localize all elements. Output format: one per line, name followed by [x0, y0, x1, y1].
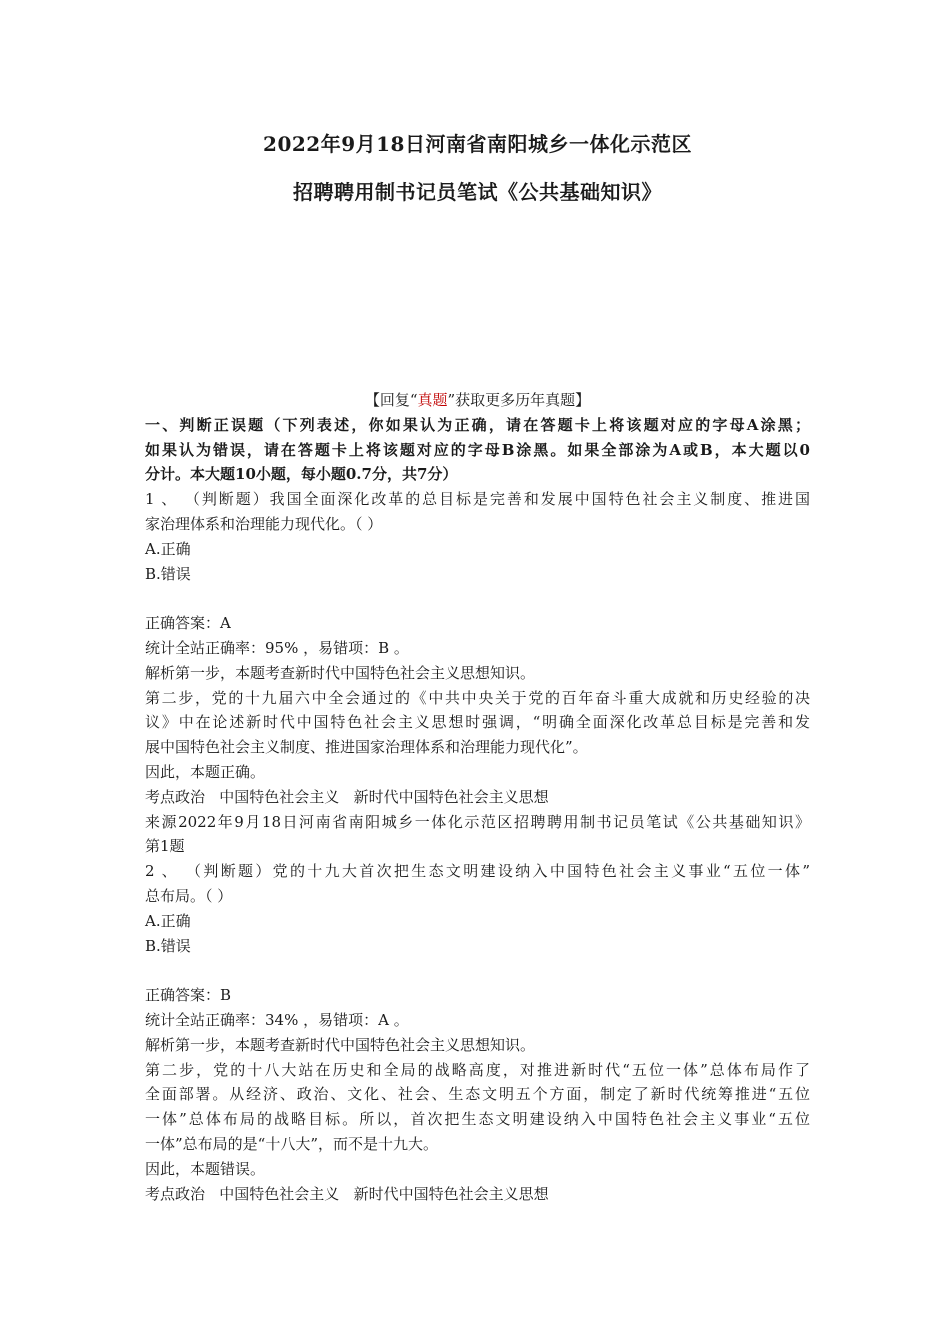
q1-topic: 考点政治 中国特色社会主义 新时代中国特色社会主义思想 — [145, 787, 549, 806]
question-2 — [145, 859, 810, 1206]
blank-line — [145, 958, 810, 983]
q1-answer: 正确答案：A — [145, 614, 231, 633]
q2-conclusion: 因此，本题错误。 — [145, 1159, 266, 1178]
q2-analysis-step2-line2: 全面部署。从经济、政治、文化、社会、生态文明五个方面，制定了新时代统筹推进“五位 — [145, 1085, 810, 1104]
q1-analysis-step2-line1: 第二步，党的十九届六中全会通过的《中共中央关于党的百年奋斗重大成就和历史经验的决 — [145, 688, 810, 707]
q1-source-line1: 来源2022年9月18日河南省南阳城乡一体化示范区招聘聘用制书记员笔试《公共基础知识》 — [145, 812, 810, 831]
q2-analysis-step2-line3: 一体”总体布局的战略目标。所以，首次把生态文明建设纳入中国特色社会主义事业“五位 — [145, 1110, 810, 1129]
q2-analysis-step1: 解析第一步，本题考查新时代中国特色社会主义思想知识。 — [145, 1035, 536, 1054]
blank-line — [145, 586, 810, 611]
document-body — [145, 388, 810, 1206]
q2-topic: 考点政治 中国特色社会主义 新时代中国特色社会主义思想 — [145, 1184, 549, 1203]
q2-option-b: B.错误 — [145, 936, 191, 955]
q1-analysis-step2-line2: 议》中在论述新时代中国特色社会主义思想时强调，“明确全面深化改革总目标是完善和发 — [145, 713, 810, 732]
section-heading-line2: 如果认为错误，请在答题卡上将该题对应的字母B涂黑。如果全部涂为A或B，本大题以0 — [145, 440, 810, 459]
q2-stem-line1: 2 、 （判断题）党的十九大首次把生态文明建设纳入中国特色社会主义事业“五位一体” — [145, 862, 810, 881]
q1-stem-line2: 家治理体系和治理能力现代化。（ ） — [145, 514, 383, 533]
q1-stem-line1: 1 、 （判断题）我国全面深化改革的总目标是完善和发展中国特色社会主义制度、推进国 — [145, 490, 810, 509]
q1-option-a: A.正确 — [145, 539, 191, 558]
question-1 — [145, 487, 810, 859]
q1-analysis-step1: 解析第一步，本题考查新时代中国特色社会主义思想知识。 — [145, 663, 536, 682]
section-heading-line3: 分计。本大题10小题，每小题0.7分，共7分） — [145, 465, 458, 484]
q2-stem-line2: 总布局。（ ） — [145, 886, 233, 905]
promo-banner — [145, 388, 810, 413]
q1-analysis-step2-line3: 展中国特色社会主义制度、推进国家治理体系和治理能力现代化”。 — [145, 738, 588, 757]
document-title-line2: 招聘聘用制书记员笔试《公共基础知识》 — [293, 180, 662, 204]
section-heading-line1: 一、判断正误题（下列表述，你如果认为正确，请在答题卡上将该题对应的字母A涂黑； — [145, 415, 810, 434]
q2-option-a: A.正确 — [145, 911, 191, 930]
q2-analysis-step2-line4: 一体”总布局的是“十八大”，而不是十九大。 — [145, 1134, 439, 1153]
q1-stats: 统计全站正确率：95% ，易错项：B 。 — [145, 638, 409, 657]
promo-suffix: ”获取更多历年真题】 — [447, 391, 591, 409]
document-title-line1: 2022年9月18日河南省南阳城乡一体化示范区 — [263, 132, 692, 156]
q1-source-line2: 第1题 — [145, 837, 185, 856]
promo-keyword: 真题 — [417, 391, 448, 409]
q2-stats: 统计全站正确率：34% ，易错项：A 。 — [145, 1010, 409, 1029]
q2-answer: 正确答案：B — [145, 986, 232, 1005]
q1-option-b: B.错误 — [145, 564, 191, 583]
q1-conclusion: 因此，本题正确。 — [145, 762, 266, 781]
q2-analysis-step2-line1: 第二步，党的十八大站在历史和全局的战略高度，对推进新时代“五位一体”总体布局作了 — [145, 1060, 810, 1079]
promo-prefix: 【回复“ — [364, 391, 418, 409]
